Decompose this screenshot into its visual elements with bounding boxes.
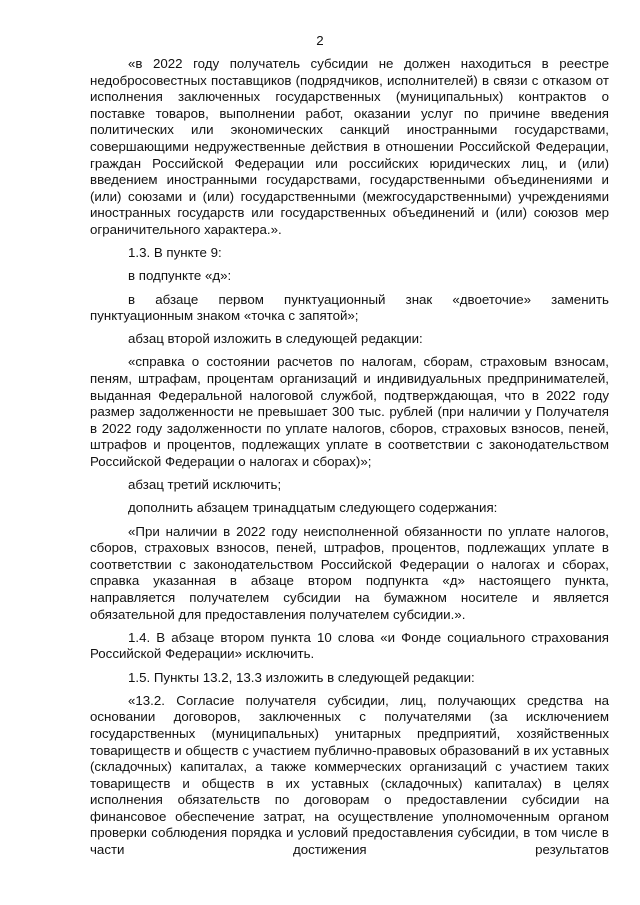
paragraph-third-abzac-removed: абзац третий исключить; <box>128 477 282 493</box>
paragraph-second-abzac-intro: абзац второй изложить в следующей редакции: <box>128 331 423 347</box>
document-body <box>90 56 609 859</box>
paragraph-item-1-3: 1.3. В пункте 9: <box>128 245 222 261</box>
paragraph-item-13-2: «13.2. Согласие получателя субсидии, лиц, получающих средства на основании договоров, заключенных с получателями (за исключением государственных (муниципальных) унитарных предприятий, хозяйственных товариществ и обществ с участием публично-правовых образований в их уставных (складочных) капиталах, а также коммерческих организаций с участием таких товариществ и обществ в их уставных (складочных) капиталах) в целях исполнения обязательств по договорам о предоставлении субсидии на финансовое обеспечение затрат, на осуществление уполномоченным органом проверки соблюдения порядка и условий предоставления субсидии, в том числе в части достижения результатов <box>90 692 609 858</box>
paragraph-item-1-5: 1.5. Пункты 13.2, 13.3 изложить в следующей редакции: <box>128 669 475 685</box>
paragraph-sanctions-clause: «в 2022 году получатель субсидии не должен находиться в реестре недобросовестных поставщиков (подрядчиков, исполнителей) в связи с отказом от исполнения заключенных государственных (муниципальных) контрактов о поставке товаров, выполнении работ, оказании услуг по причине введения политических или экономических санкций иностранными государствами, совершающими недружественные действия в отношении Российской Федерации, граждан Российской Федерации или российских юридических лиц, и (или) введением иностранными государствами, государственными объединениями и (или) союзами и (или) государственными (межгосударственными) учреждениями иностранных государств или государственных объединений и (или) союзов мер ограничительного характера.». <box>90 56 609 237</box>
page-number: 2 <box>316 33 324 48</box>
paragraph-add-thirteenth-abzac: дополнить абзацем тринадцатым следующего содержания: <box>128 500 498 516</box>
paragraph-subitem-d: в подпункте «д»: <box>128 268 232 284</box>
paragraph-unfulfilled-obligation: «При наличии в 2022 году неисполненной обязанности по уплате налогов, сборов, страховых взносов, пеней, штрафов, процентов, подлежащих уплате в соответствии с законодательством Российской Федерации о налогах и сборах, справка указанная в абзаце втором подпункта «д» настоящего пункта, направляется получателем субсидии на бумажном носителе и является обязательной для предоставления получателем субсидии.». <box>90 523 609 622</box>
paragraph-first-abzac-change: в абзаце первом пунктуационный знак «двоеточие» заменить пунктуационным знаком «точка с запятой»; <box>90 291 609 324</box>
paragraph-tax-certificate: «справка о состоянии расчетов по налогам, сборам, страховым взносам, пеням, штрафам, процентам организаций и индивидуальных предпринимателей, выданная Федеральной налоговой службой, подтверждающая, что в 2022 году размер задолженности не превышает 300 тыс. рублей (при наличии у Получателя в 2022 году задолженности по уплате налогов, сборов, страховых взносов, пеней, штрафов и процентов, подлежащих уплате в соответствии с законодательством Российской Федерации о налогах и сборах)»; <box>90 354 609 470</box>
paragraph-item-1-4: 1.4. В абзаце втором пункта 10 слова «и Фонде социального страхования Российской Федерации» исключить. <box>90 629 609 662</box>
